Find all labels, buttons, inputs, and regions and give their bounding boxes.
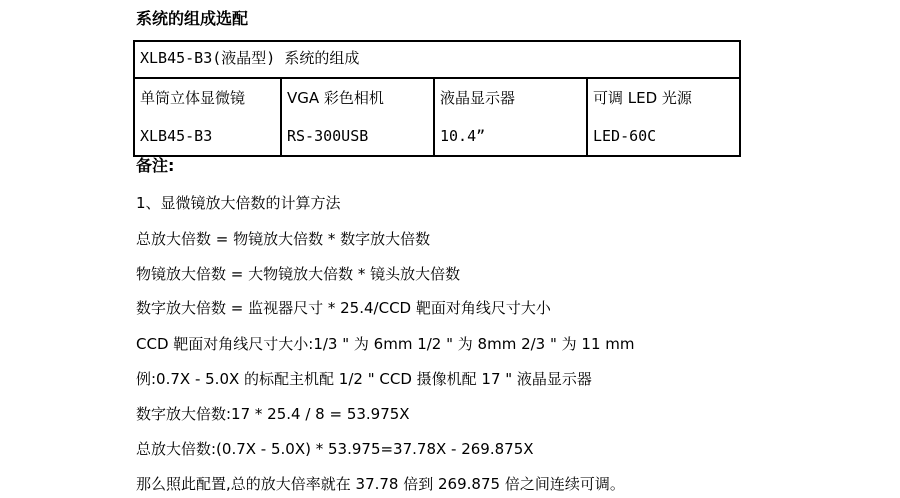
component-model: RS-300USB xyxy=(287,127,369,145)
note-line: 总放大倍数 = 物镜放大倍数 * 数字放大倍数 xyxy=(136,230,431,248)
note-line: 数字放大倍数 = 监视器尺寸 * 25.4/CCD 靶面对角线尺寸大小 xyxy=(136,299,551,317)
table-cell-camera xyxy=(281,78,434,156)
note-line: 1、显微镜放大倍数的计算方法 xyxy=(136,194,341,212)
component-name: 可调 LED 光源 xyxy=(593,89,692,107)
table-title-row xyxy=(134,41,740,78)
note-line: 那么照此配置,总的放大倍率就在 37.78 倍到 269.875 倍之间连续可调。 xyxy=(136,475,625,493)
table-row xyxy=(134,78,740,156)
component-name: VGA 彩色相机 xyxy=(287,89,384,107)
section-heading: 系统的组成选配 xyxy=(136,9,249,28)
component-name: 液晶显示器 xyxy=(440,89,516,107)
notes-title: 备注: xyxy=(136,156,175,175)
component-name: 单筒立体显微镜 xyxy=(140,89,246,107)
note-line: CCD 靶面对角线尺寸大小:1/3 " 为 6mm 1/2 " 为 8mm 2/3 " 为 11 mm xyxy=(136,335,635,353)
note-line: 例:0.7X - 5.0X 的标配主机配 1/2 " CCD 摄像机配 17 " 液晶显示器 xyxy=(136,370,592,388)
component-model: XLB45-B3 xyxy=(140,127,213,145)
system-composition-table xyxy=(133,40,741,157)
note-line: 物镜放大倍数 = 大物镜放大倍数 * 镜头放大倍数 xyxy=(136,265,461,283)
note-line: 数字放大倍数:17 * 25.4 / 8 = 53.975X xyxy=(136,405,410,423)
component-model: 10.4” xyxy=(440,127,486,145)
table-title: XLB45-B3(液晶型) 系统的组成 xyxy=(134,41,740,78)
table-cell-light-source xyxy=(587,78,740,156)
table-cell-microscope xyxy=(134,78,281,156)
note-line: 总放大倍数:(0.7X - 5.0X) * 53.975=37.78X - 269.875X xyxy=(136,440,534,458)
component-model: LED-60C xyxy=(593,127,657,145)
table-cell-display xyxy=(434,78,587,156)
